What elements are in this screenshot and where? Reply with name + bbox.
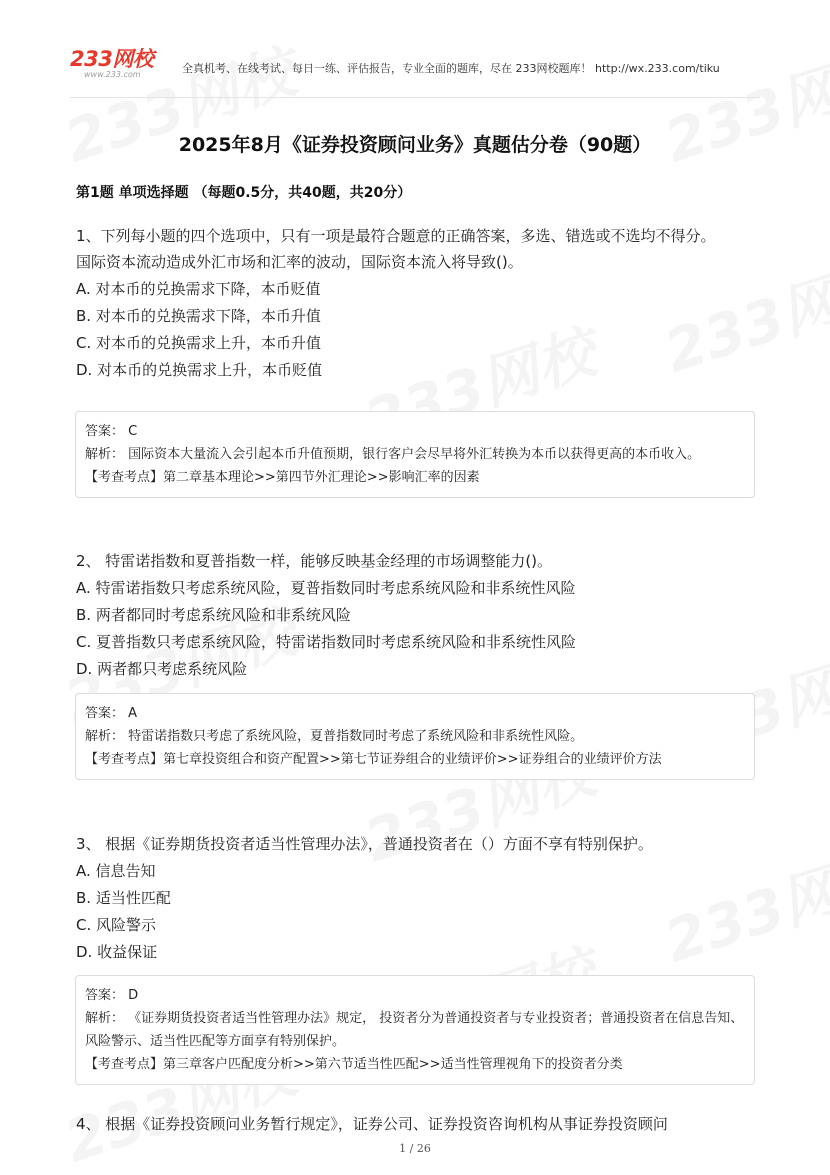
page-title: 2025年8月《证券投资顾问业务》真题估分卷（90题）	[178, 134, 652, 156]
answer-box-2	[75, 693, 755, 780]
logo-url: www.233.com	[84, 70, 141, 79]
question-sub-stem: 国际资本流动造成外汇市场和汇率的波动，国际资本流入将导致()。	[76, 253, 523, 271]
exam-point: 【考查考点】第二章基本理论>>第四节外汇理论>>影响汇率的因素	[85, 470, 480, 485]
page-number: 1 / 26	[399, 1142, 431, 1155]
analysis: 解析： 特雷诺指数只考虑了系统风险，夏普指数同时考虑了系统风险和非系统性风险。	[85, 729, 584, 744]
answer: 答案： C	[85, 424, 138, 439]
question-2	[76, 548, 756, 683]
question-stem: 2、 特雷诺指数和夏普指数一样，能够反映基金经理的市场调整能力()。	[76, 552, 553, 570]
page-header	[0, 0, 830, 98]
header-slogan: 全真机考、在线考试、每日一练、评估报告，专业全面的题库，尽在 233网校题库！ http://wx.233.com/tiku	[182, 62, 720, 75]
option-c: C. 对本币的兑换需求上升，本币升值	[76, 334, 322, 352]
header-divider	[70, 97, 760, 98]
option-a: A. 对本币的兑换需求下降，本币贬值	[76, 280, 321, 298]
answer-box-3	[75, 975, 755, 1085]
question-4	[76, 1111, 756, 1138]
question-stem: 3、 根据《证券期货投资者适当性管理办法》，普通投资者在（）方面不享有特别保护。	[76, 835, 653, 853]
option-b: B. 适当性匹配	[76, 889, 171, 907]
section-heading: 第1题 单项选择题 （每题0.5分，共40题，共20分）	[76, 185, 412, 201]
answer: 答案： D	[85, 988, 139, 1003]
exam-point: 【考查考点】第七章投资组合和资产配置>>第七节证券组合的业绩评价>>证券组合的业绩评价方法	[85, 752, 662, 767]
analysis: 解析： 国际资本大量流入会引起本币升值预期，银行客户会尽早将外汇转换为本币以获得更高的本币收入。	[85, 447, 701, 462]
option-d: D. 收益保证	[76, 943, 158, 961]
question-3	[76, 831, 756, 966]
exam-point: 【考查考点】第三章客户匹配度分析>>第六节适当性匹配>>适当性管理视角下的投资者分类	[85, 1057, 623, 1072]
answer-box-1	[75, 411, 755, 498]
option-d: D. 两者都只考虑系统风险	[76, 660, 248, 678]
option-b: B. 对本币的兑换需求下降，本币升值	[76, 307, 321, 325]
question-stem: 4、 根据《证券投资顾问业务暂行规定》，证券公司、证券投资咨询机构从事证券投资顾问	[76, 1115, 668, 1133]
brand-logo[interactable]	[70, 48, 153, 79]
option-d: D. 对本币的兑换需求上升，本币贬值	[76, 361, 323, 379]
option-a: A. 信息告知	[76, 862, 156, 880]
answer: 答案： A	[85, 706, 138, 721]
option-c: C. 夏普指数只考虑系统风险，特雷诺指数同时考虑系统风险和非系统性风险	[76, 633, 577, 651]
question-1	[76, 222, 756, 384]
option-a: A. 特雷诺指数只考虑系统风险，夏普指数同时考虑系统风险和非系统性风险	[76, 579, 576, 597]
option-b: B. 两者都同时考虑系统风险和非系统风险	[76, 606, 351, 624]
logo-text: 233网校	[70, 47, 154, 71]
option-c: C. 风险警示	[76, 916, 157, 934]
question-stem: 1、下列每小题的四个选项中，只有一项是最符合题意的正确答案，多选、错选或不选均不得分。	[76, 227, 716, 245]
analysis: 解析： 《证券期货投资者适当性管理办法》规定， 投资者分为普通投资者与专业投资者；普通投资者在信息告知、风险警示、适当性匹配等方面享有特别保护。	[85, 1011, 744, 1049]
